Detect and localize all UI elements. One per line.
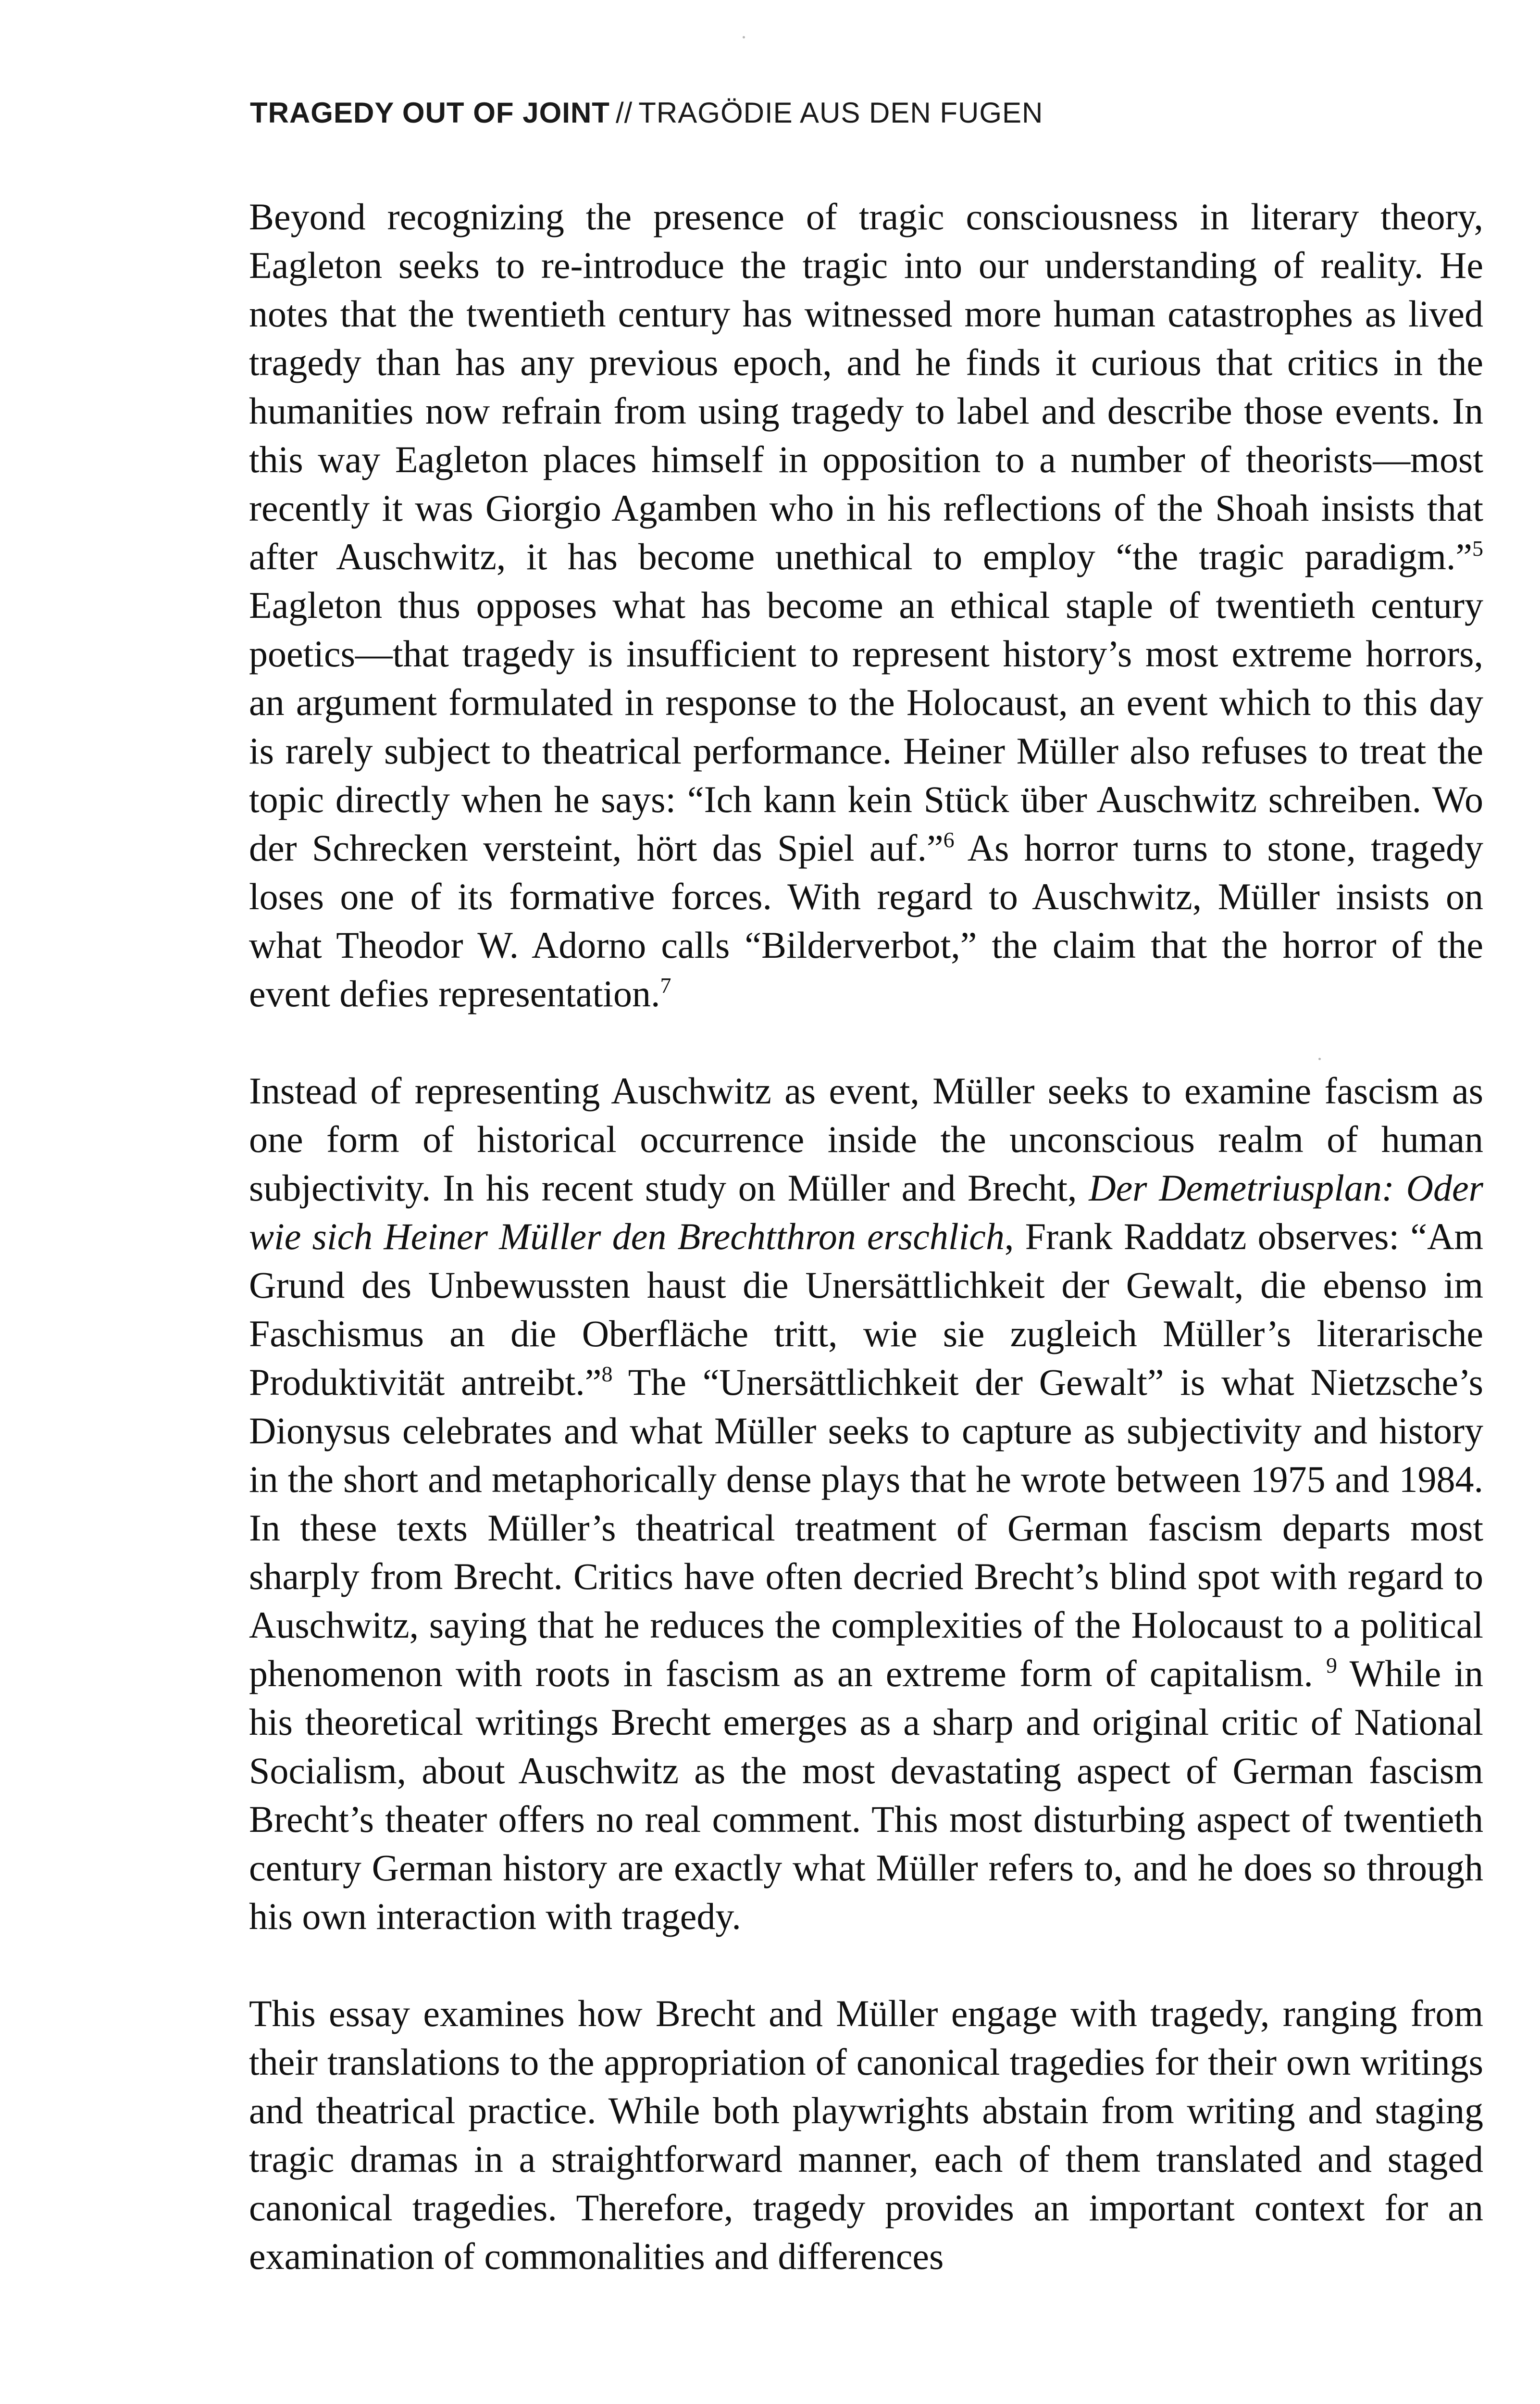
body-text [249,192,1483,2329]
text-run: This essay examines how Brecht and Müller engage with tragedy, ranging from their translations to the appropriation of canonical tragedies for their own writings and theatrical practice. While both playwrights abstain from writing and staging tragic dramas in a straightforward manner, each of them translated and staged canonical tragedies. Therefore, tragedy provides an important context for an examination of commonalities and differences [249,1992,1483,2277]
footnote-ref: 6 [943,827,955,852]
footnote-ref: 9 [1326,1653,1337,1678]
footnote-ref: 8 [601,1362,613,1386]
text-run: Beyond recognizing the presence of tragic consciousness in literary theory, Eagleton seeks to re-introduce the tragic into our understanding of reality. He notes that the twentieth century has witnessed more human catastrophes as lived tragedy than has any previous epoch, and he finds it curious that critics in the humanities now refrain from using tragedy to label and describe those events. In this way Eagleton places himself in opposition to a number of theorists—most recently it was Giorgio Agamben who in his reflections of the Shoah insists that after Auschwitz, it has become unethical to employ “the tragic paradigm.” [249,196,1483,577]
text-run: The “Unersättlichkeit der Gewalt” is what Nietzsche’s Dionysus celebrates and what Müller seeks to capture as subjectivity and history in the short and metaphorically dense plays that he wrote between 1975 and 1984. In these texts Müller’s theatrical treatment of German fascism departs most sharply from Brecht. Critics have often decried Brecht’s blind spot with regard to Auschwitz, saying that he reduces the complexities of the Holocaust to a political phenomenon with roots in fascism as an extreme form of capitalism. [249,1361,1483,1694]
book-title: Der Demetriusplan: Oder wie sich Heiner Müller den Brechtthron erschlich [249,1167,1483,1257]
paragraph-1 [249,192,1483,1018]
running-head-title-en: TRAGEDY OUT OF JOINT [250,97,610,129]
scan-speck [1318,1058,1321,1060]
text-run: Instead of representing Auschwitz as event, Müller seeks to examine fascism as one form of historical occurrence inside the unconscious realm of human subjectivity. In his recent study on Müller and Brecht, [249,1070,1483,1209]
text-run: As horror turns to stone, tragedy loses one of its formative forces. With regard to Auschwitz, Müller insists on what Theodor W. Adorno calls “Bilderverbot,” the claim that the horror of the event defies representation. [249,827,1483,1014]
scan-speck [743,36,745,38]
running-head-title-de: TRAGÖDIE AUS DEN FUGEN [638,97,1043,129]
running-head-separator: // [615,97,633,129]
paragraph-2 [249,1066,1483,1941]
text-run: Eagleton thus opposes what has become an ethical staple of twentieth century poetics—that tragedy is insufficient to represent history’s most extreme horrors, an argument formulated in response to the Holocaust, an event which to this day is rarely subject to theatrical performance. Heiner Müller also refuses to treat the topic directly when he says: “Ich kann kein Stück über Auschwitz schreiben. Wo der Schrecken versteint, hört das Spiel auf.” [249,584,1483,869]
running-head [250,96,1043,129]
text-run: , Frank Raddatz observes: “Am Grund des Unbewussten haust die Unersättlichkeit der Gewalt, die ebenso im Faschismus an die Oberfläche tritt, wie sie zugleich Müller’s literarische Produktivität antreibt.” [249,1215,1483,1403]
footnote-ref: 5 [1472,536,1483,561]
text-run: While in his theoretical writings Brecht emerges as a sharp and original critic of National Socialism, about Auschwitz as the most devastating aspect of German fascism Brecht’s theater offers no real comment. This most disturbing aspect of twentieth century German history are exactly what Müller refers to, and he does so through his own interaction with tragedy. [249,1653,1483,1937]
footnote-ref: 7 [660,973,671,998]
paragraph-3 [249,1989,1483,2280]
